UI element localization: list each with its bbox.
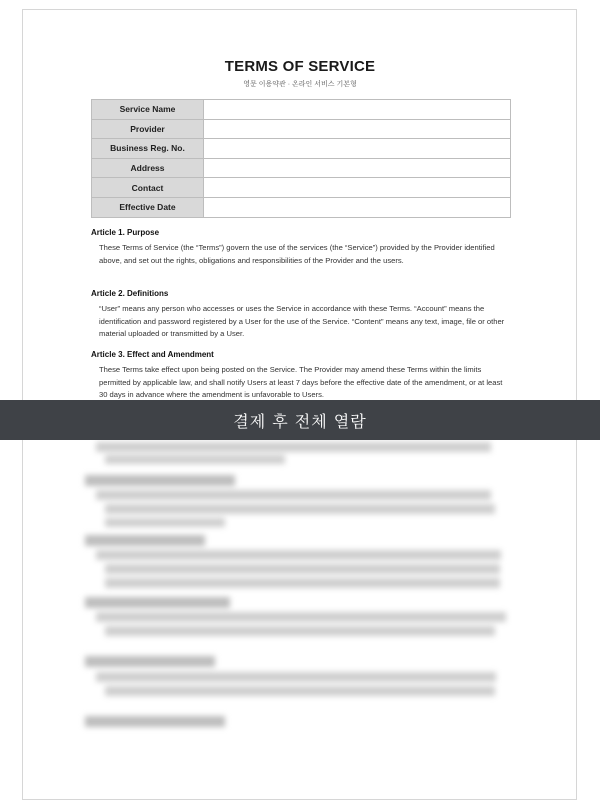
info-table [91, 99, 511, 218]
info-label: Service Name [92, 100, 204, 120]
article-body: These Terms take effect upon being posted on the Service. The Provider may amend these Terms within the limits permitted by applicable law, and shall notify Users at least 7 days before the effective date of the amendment, or at least 30 days in advance where the amendment is unfavorable to Users. [99, 365, 503, 400]
document-title: TERMS OF SERVICE [224, 58, 376, 75]
article-heading: Article 1. Purpose [91, 228, 160, 237]
info-label: Effective Date [92, 197, 204, 217]
article-body: These Terms of Service (the “Terms”) govern the use of the services (the “Service”) provided by the Provider identified above, and set out the rights, obligations and responsibilities of the Provider and the users. [99, 243, 495, 265]
info-label: Business Reg. No. [92, 139, 204, 159]
table-row [92, 139, 511, 159]
paywall-banner[interactable] [0, 400, 600, 440]
blurred-preview [0, 400, 600, 800]
table-row [92, 197, 511, 217]
info-label: Address [92, 158, 204, 178]
table-row [92, 100, 511, 120]
info-value [204, 158, 511, 178]
info-value [204, 178, 511, 198]
table-row [92, 158, 511, 178]
info-value [204, 119, 511, 139]
article-2 [91, 288, 511, 341]
info-value [204, 139, 511, 159]
document-subtitle: 영문 이용약관 · 온라인 서비스 기본형 [243, 81, 357, 88]
article-heading: Article 3. Effect and Amendment [91, 350, 214, 359]
paywall-label: 결제 후 전체 열람 [233, 411, 367, 431]
info-value [204, 197, 511, 217]
info-label: Provider [92, 119, 204, 139]
table-row [92, 178, 511, 198]
info-value [204, 100, 511, 120]
info-label: Contact [92, 178, 204, 198]
article-1 [91, 227, 511, 267]
article-body: “User” means any person who accesses or uses the Service in accordance with these Terms. “Account” means the identification and password registered by a User for the use of the Service. “Content” means any text, image, file or other material uploaded or transmitted by a User. [99, 304, 505, 339]
article-3 [91, 349, 511, 402]
article-heading: Article 2. Definitions [91, 289, 169, 298]
table-row [92, 119, 511, 139]
